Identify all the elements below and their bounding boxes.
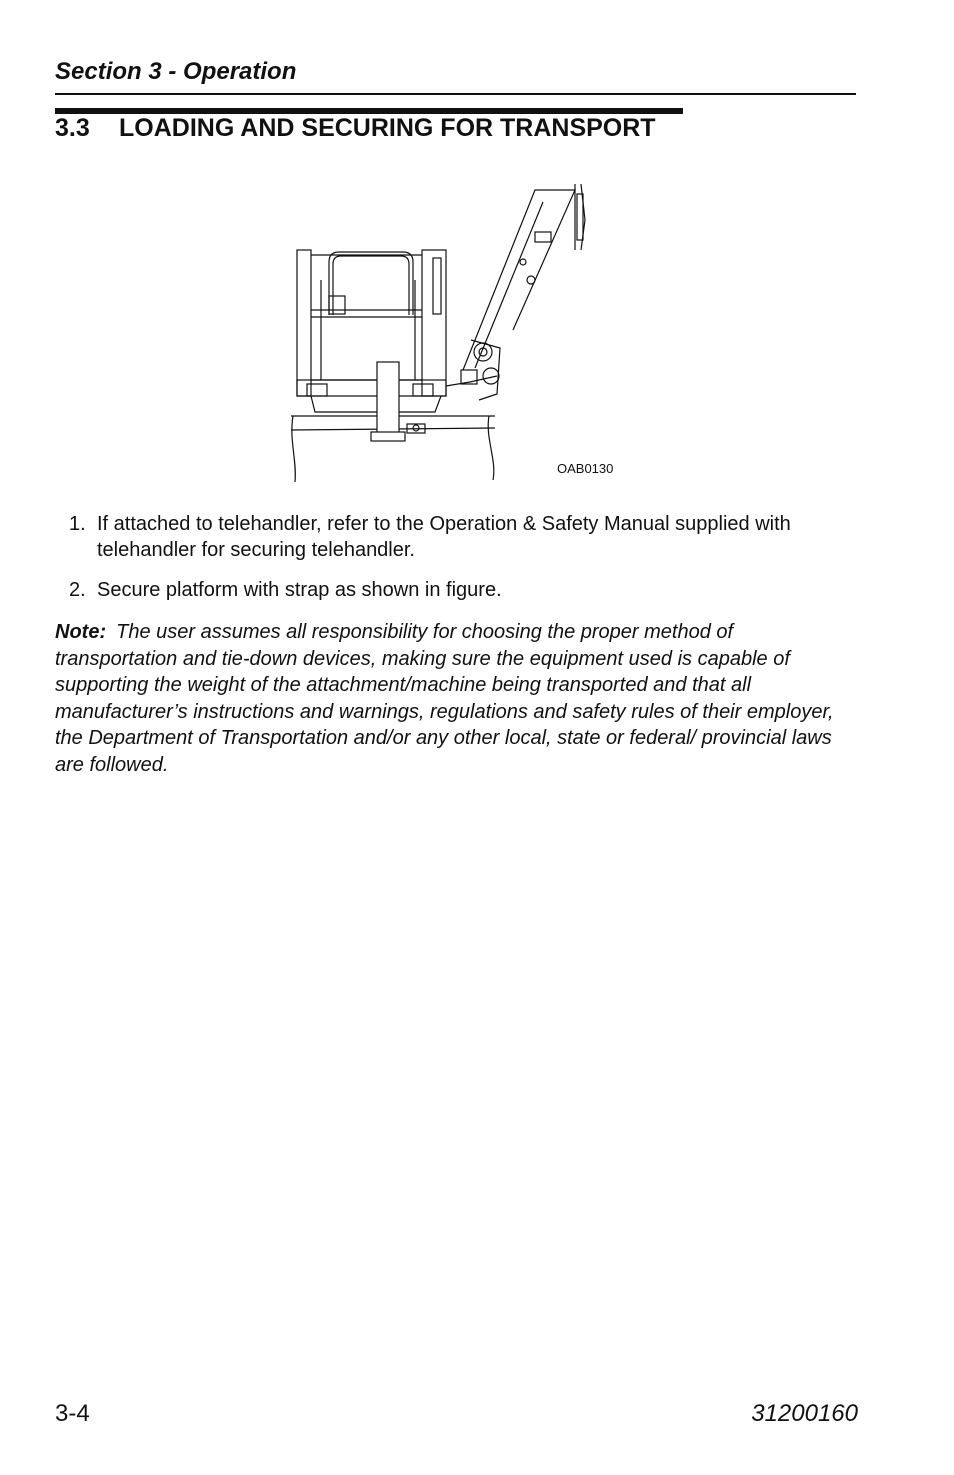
note-paragraph bbox=[55, 619, 860, 778]
steps-list bbox=[55, 511, 855, 617]
section-number: 3.3 bbox=[55, 114, 90, 142]
platform-illustration bbox=[285, 180, 630, 485]
step-number: 1. bbox=[69, 513, 86, 535]
note-label: Note: bbox=[55, 621, 107, 643]
step-number: 2. bbox=[69, 579, 86, 601]
note-text: The user assumes all responsibility for choosing the proper method of transportation and tie-down devices, making sure the equipment used is capable of supporting the weight of the attachment/machine being transported and that all manufacturer’s instructions and warnings, regulations and safety rules of their employer, the Department of Transportation and/or any other local, state or federal/ provincial laws are followed. bbox=[55, 621, 834, 776]
document-number: 31200160 bbox=[751, 1400, 858, 1427]
header-rule bbox=[55, 93, 856, 95]
platform-strap-figure bbox=[285, 180, 630, 485]
step-text: Secure platform with strap as shown in figure. bbox=[97, 579, 502, 601]
figure-id: OAB0130 bbox=[557, 461, 614, 476]
page-number: 3-4 bbox=[55, 1400, 90, 1427]
list-item bbox=[55, 511, 855, 563]
step-text: If attached to telehandler, refer to the Operation & Safety Manual supplied with telehandler for securing telehandler. bbox=[97, 513, 791, 561]
section-heading bbox=[55, 114, 656, 143]
list-item bbox=[55, 577, 855, 603]
section-header-title: Section 3 - Operation bbox=[55, 58, 297, 85]
section-title: LOADING AND SECURING FOR TRANSPORT bbox=[119, 114, 656, 142]
